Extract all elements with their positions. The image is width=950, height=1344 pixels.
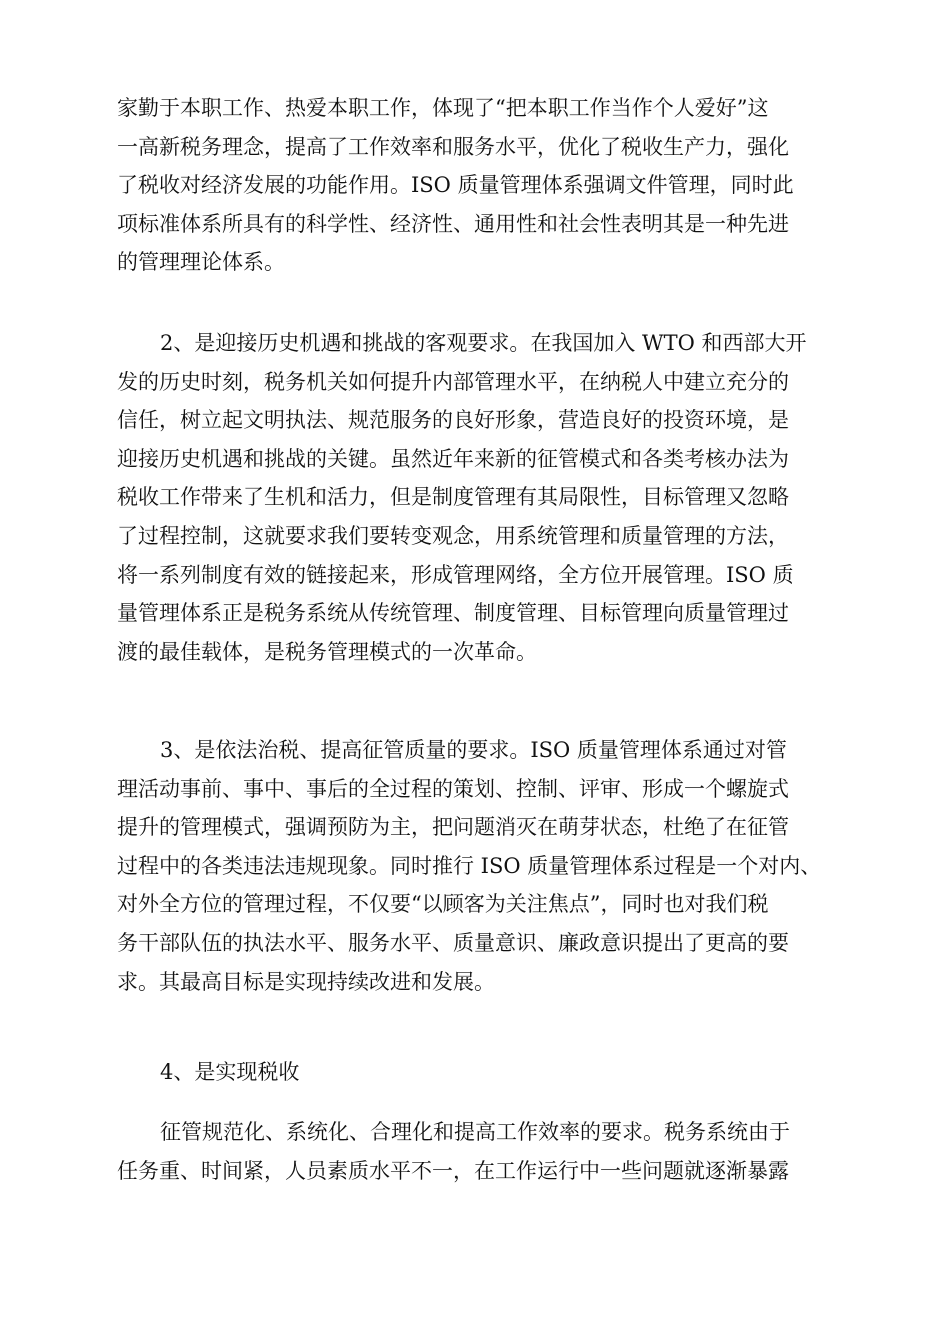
- paragraph-3-rule-of-law: [117, 731, 837, 1001]
- text-line: 了税收对经济发展的功能作用。ISO 质量管理体系强调文件管理，同时此: [117, 173, 794, 198]
- text-line: 量管理体系正是税务系统从传统管理、制度管理、目标管理向质量管理过: [117, 601, 789, 626]
- text-line: 迎接历史机遇和挑战的关键。虽然近年来新的征管模式和各类考核办法为: [117, 446, 789, 471]
- text-line: 提升的管理模式，强调预防为主，把问题消灭在萌芽状态，杜绝了在征管: [117, 815, 789, 840]
- text-line: 了过程控制，这就要求我们要转变观念，用系统管理和质量管理的方法，: [117, 523, 789, 548]
- text-line: 务干部队伍的执法水平、服务水平、质量意识、廉政意识提出了更高的要: [117, 930, 789, 955]
- text-line: 的管理理论体系。: [117, 250, 285, 275]
- text-line: 渡的最佳载体，是税务管理模式的一次革命。: [117, 639, 537, 664]
- text-line: 家勤于本职工作、热爱本职工作，体现了“把本职工作当作个人爱好”这: [117, 96, 769, 120]
- text-line: 对外全方位的管理过程，不仅要“以顾客为关注焦点”，同时也对我们税: [117, 892, 769, 917]
- text-line: 将一系列制度有效的链接起来，形成管理网络，全方位开展管理。ISO 质: [117, 562, 794, 587]
- text-line: 项标准体系所具有的科学性、经济性、通用性和社会性表明其是一种先进: [117, 211, 789, 236]
- text-line: 信任，树立起文明执法、规范服务的良好形象，营造良好的投资环境，是: [117, 408, 789, 433]
- text-line: 求。其最高目标是实现持续改进和发展。: [117, 969, 495, 994]
- paragraph-5-standardization: [117, 1113, 837, 1190]
- text-line: 征管规范化、系统化、合理化和提高工作效率的要求。税务系统由于: [160, 1120, 790, 1144]
- paragraph-2-historical-opportunity: [117, 324, 837, 671]
- text-line: 3、是依法治税、提高征管质量的要求。ISO 质量管理体系通过对管: [160, 738, 787, 762]
- text-line: 理活动事前、事中、事后的全过程的策划、控制、评审、形成一个螺旋式: [117, 776, 789, 801]
- text-line: 税收工作带来了生机和活力，但是制度管理有其局限性，目标管理又忽略: [117, 485, 789, 510]
- text-line: 2、是迎接历史机遇和挑战的客观要求。在我国加入 WTO 和西部大开: [160, 331, 807, 355]
- text-line: 发的历史时刻，税务机关如何提升内部管理水平，在纳税人中建立充分的: [117, 369, 789, 394]
- paragraph-4-heading: [117, 1053, 837, 1092]
- paragraph-continuation: [117, 89, 837, 282]
- text-line: 4、是实现税收: [160, 1060, 300, 1084]
- text-line: 任务重、时间紧，人员素质水平不一，在工作运行中一些问题就逐渐暴露: [117, 1158, 789, 1183]
- text-line: 一高新税务理念，提高了工作效率和服务水平，优化了税收生产力，强化: [117, 134, 789, 159]
- text-line: 过程中的各类违法违规现象。同时推行 ISO 质量管理体系过程是一个对内、: [117, 853, 822, 878]
